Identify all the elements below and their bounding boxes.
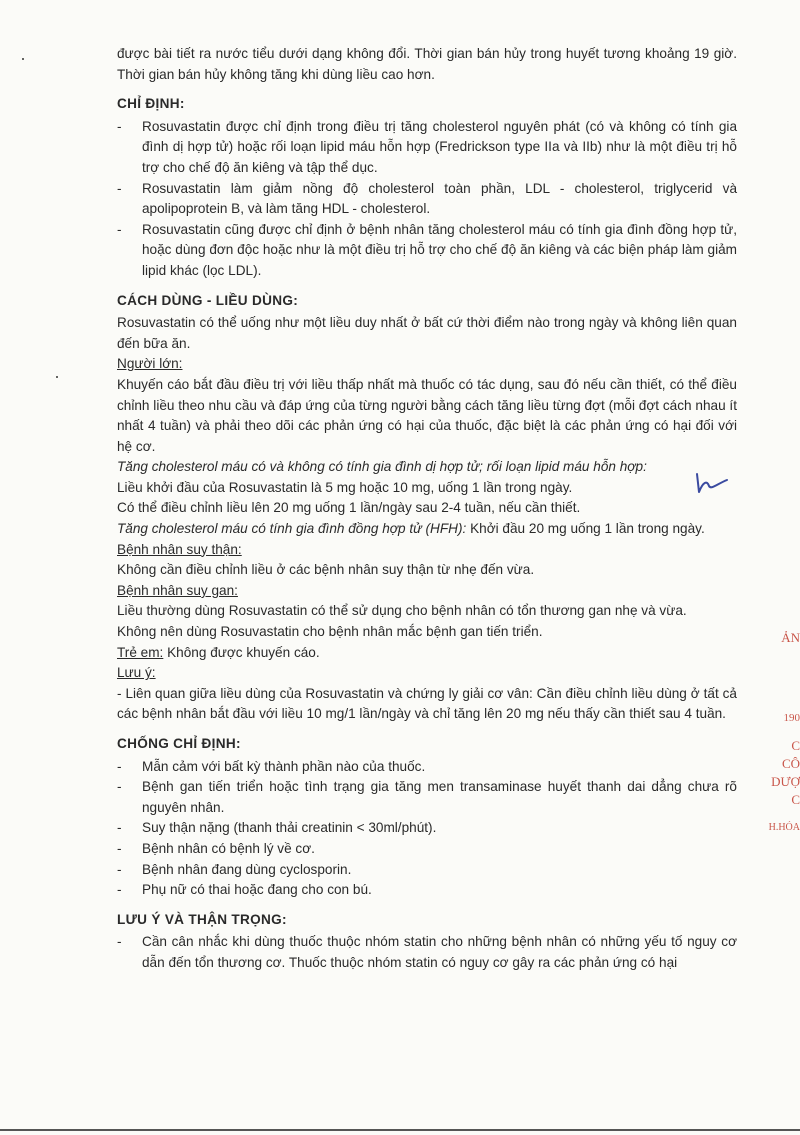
luu-y-than-trong-heading: LƯU Ý VÀ THẬN TRỌNG: [117,911,287,927]
than-text: Không cần điều chỉnh liều ở các bệnh nhân suy thận từ nhẹ đến vừa. [117,562,535,578]
tre-em-text: Không được khuyến cáo. [163,644,320,660]
list-item: - Phụ nữ có thai hoặc đang cho con bú. [117,880,737,901]
luu-y-label: Lưu ý: [117,665,156,681]
lieu-khoi-dau: Liều khởi đầu của Rosuvastatin là 5 mg hoặc 10 mg, uống 1 lần trong ngày. [117,479,573,495]
list-item: - Rosuvastatin được chỉ định trong điều trị tăng cholesterol nguyên phát (có và không có tính gia đình dị hợp tử) hoặc rối loạn lipid máu hỗn hợp (Fredrickson type IIa và IIb) như là một điều trị hỗ trợ cho chế độ ăn kiêng và tập thể dục. [117,117,737,179]
list-item: - Rosuvastatin cũng được chỉ định ở bệnh nhân tăng cholesterol máu có tính gia đình đồng hợp tử, hoặc dùng đơn độc hoặc như là một điều trị hỗ trợ cho chế độ ăn kiêng và các biện pháp làm giảm lipid khác (lọc LDL). [117,220,737,282]
document-body [117,44,737,974]
page-bottom-edge [0,1129,800,1131]
hfh-text: Khởi đầu 20 mg uống 1 lần trong ngày. [466,521,705,537]
nguoi-lon-label: Người lớn: [117,356,183,372]
chi-dinh-heading: CHỈ ĐỊNH: [117,96,185,112]
stamp-text: ẢN [781,630,800,645]
luu-y-text: - Liên quan giữa liều dùng của Rosuvastatin và chứng ly giải cơ vân: Cần điều chỉnh liều dùng ở tất cả các bệnh nhân bắt đầu với liều 10 mg/1 lần/ngày và chỉ tăng lên 20 mg nếu thấy cần thiết sau 4 tuần. [117,685,737,722]
nguoi-lon-text: Khuyến cáo bắt đầu điều trị với liều thấp nhất mà thuốc có tác dụng, sau đó nếu cần thiết, có thể điều chỉnh liều theo nhu cầu và đáp ứng của từng người bằng cách tăng liều từng đợt (mỗi đợt cách nhau ít nhất 4 tuần) và phải theo dõi các phản ứng có hại của thuốc, đặc biệt là các phản ứng có hại đối với hệ cơ. [117,376,737,454]
chong-chi-dinh-heading: CHỐNG CHỈ ĐỊNH: [117,736,241,751]
dieu-chinh-lieu: Có thể điều chỉnh liều lên 20 mg uống 1 lần/ngày sau 2-4 tuần, nếu cần thiết. [117,500,581,516]
scan-speck [56,376,58,378]
tre-em-paragraph [117,643,737,664]
than-label: Bệnh nhân suy thận: [117,541,242,557]
stamp-text: H.HÓA [768,822,800,833]
list-item: - Cần cân nhắc khi dùng thuốc thuộc nhóm statin cho những bệnh nhân có những yếu tố nguy cơ dẫn đến tổn thương cơ. Thuốc thuộc nhóm statin có nguy cơ gây ra các phản ứng có hại [117,932,737,973]
tang-chol-subheading: Tăng cholesterol máu có và không có tính gia đình dị hợp tử; rối loạn lipid máu hỗn hợp: [117,459,647,475]
list-item: - Mẫn cảm với bất kỳ thành phần nào của thuốc. [117,757,737,778]
cach-dung-heading: CÁCH DÙNG - LIỀU DÙNG: [117,292,299,308]
stamp-text: DƯỢ [771,774,800,789]
list-item: - Suy thận nặng (thanh thải creatinin < 30ml/phút). [117,818,737,839]
intro-paragraph: được bài tiết ra nước tiểu dưới dạng không đổi. Thời gian bán hủy trong huyết tương khoảng 19 giờ. Thời gian bán hủy không tăng khi dùng liều cao hơn. [117,46,737,82]
luu-y-than-trong-list [117,932,737,973]
scan-speck [22,58,24,60]
gan-label: Bệnh nhân suy gan: [117,582,238,598]
hfh-label: Tăng cholesterol máu có tính gia đình đồng hợp tử (HFH): [117,521,467,537]
tre-em-label: Trẻ em: [117,644,164,660]
gan-text-2: Không nên dùng Rosuvastatin cho bệnh nhân mắc bệnh gan tiến triển. [117,624,543,640]
handwritten-check-icon [693,470,733,498]
stamp-text: C [791,738,800,753]
chi-dinh-list [117,117,737,282]
gan-text-1: Liều thường dùng Rosuvastatin có thể sử dụng cho bệnh nhân có tổn thương gan nhẹ và vừa. [117,603,687,619]
chong-chi-dinh-list [117,757,737,901]
list-item: - Bệnh nhân có bệnh lý về cơ. [117,839,737,860]
stamp-text: 190 [783,712,800,724]
hfh-paragraph [117,519,737,540]
stamp [760,500,800,860]
list-item: - Bệnh nhân đang dùng cyclosporin. [117,860,737,881]
cach-dung-intro: Rosuvastatin có thể uống như một liều duy nhất ở bất cứ thời điểm nào trong ngày và không liên quan đến bữa ăn. [117,315,737,351]
list-item: - Bệnh gan tiến triển hoặc tình trạng gia tăng men transaminase huyết thanh dai dẳng chưa rõ nguyên nhân. [117,777,737,818]
list-item: - Rosuvastatin làm giảm nồng độ cholesterol toàn phần, LDL - cholesterol, triglycerid và apolipoprotein B, và làm tăng HDL - cholesterol. [117,179,737,220]
stamp-text: CÔ [781,756,800,771]
stamp-text: C [791,792,800,807]
